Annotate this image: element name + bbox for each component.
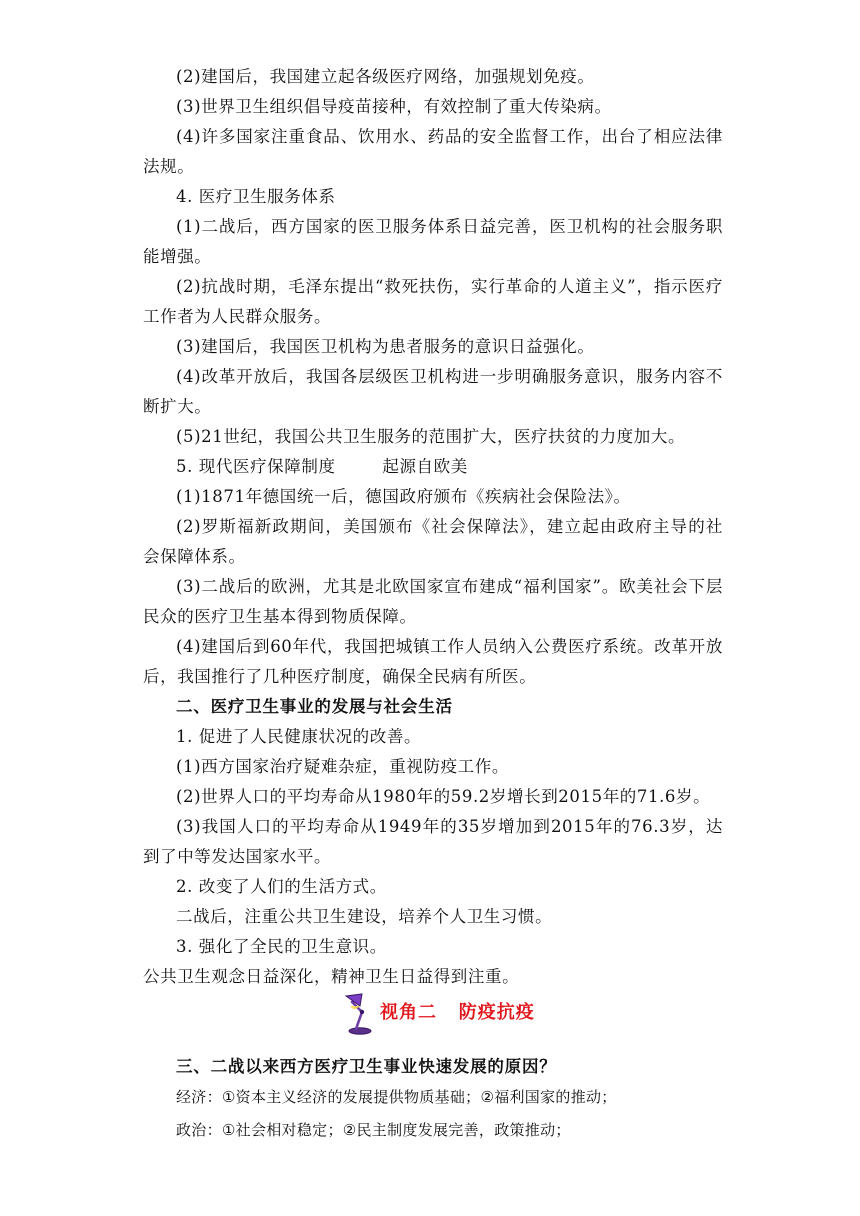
subheading: 1. 促进了人民健康状况的改善。 xyxy=(176,727,422,746)
paragraph: (2)抗战时期，毛泽东提出“救死扶伤，实行革命的人道主义”，指示医疗工作者为人民群众服务。 xyxy=(143,277,723,326)
banner-title: 视角二 防疫抗疫 xyxy=(380,1002,535,1023)
desk-lamp-icon xyxy=(340,990,380,1036)
part-heading: 二、医疗卫生事业的发展与社会生活 xyxy=(176,697,453,716)
paragraph: (4)许多国家注重食品、饮用水、药品的安全监督工作，出台了相应法律法规。 xyxy=(143,127,723,176)
paragraph: (3)二战后的欧洲，尤其是北欧国家宣布建成“福利国家”。欧美社会下层民众的医疗卫生基本得到物质保障。 xyxy=(143,577,723,626)
paragraph: (3)我国人口的平均寿命从1949年的35岁增加到2015年的76.3岁，达到了中等发达国家水平。 xyxy=(143,817,723,866)
paragraph: (2)世界人口的平均寿命从1980年的59.2岁增长到2015年的71.6岁。 xyxy=(176,787,711,806)
paragraph: 政治：①社会相对稳定；②民主制度发展完善，政策推动； xyxy=(176,1121,571,1139)
section-banner xyxy=(340,990,540,1036)
section-heading: 5. 现代医疗保障制度 起源自欧美 xyxy=(176,457,468,476)
paragraph: (2)罗斯福新政期间，美国颁布《社会保障法》，建立起由政府主导的社会保障体系。 xyxy=(143,517,723,566)
paragraph: 公共卫生观念日益深化，精神卫生日益得到注重。 xyxy=(143,967,520,986)
section-heading: 4. 医疗卫生服务体系 xyxy=(176,187,336,206)
paragraph: (1)1871年德国统一后，德国政府颁布《疾病社会保险法》。 xyxy=(176,487,631,506)
paragraph: (5)21世纪，我国公共卫生服务的范围扩大，医疗扶贫的力度加大。 xyxy=(176,427,686,446)
paragraph: (3)建国后，我国医卫机构为患者服务的意识日益强化。 xyxy=(176,337,595,356)
subheading: 3. 强化了全民的卫生意识。 xyxy=(176,937,387,956)
part-heading: 三、二战以来西方医疗卫生事业快速发展的原因？ xyxy=(176,1057,557,1076)
paragraph: (3)世界卫生组织倡导疫苗接种，有效控制了重大传染病。 xyxy=(176,97,612,116)
paragraph: (2)建国后，我国建立起各级医疗网络，加强规划免疫。 xyxy=(176,67,595,86)
paragraph: (4)改革开放后，我国各层级医卫机构进一步明确服务意识，服务内容不断扩大。 xyxy=(143,367,723,416)
paragraph: (1)西方国家治疗疑难杂症，重视防疫工作。 xyxy=(176,757,509,776)
paragraph: 经济：①资本主义经济的发展提供物质基础；②福利国家的推动； xyxy=(176,1088,617,1106)
subheading: 2. 改变了人们的生活方式。 xyxy=(176,877,387,896)
paragraph: (4)建国后到60年代，我国把城镇工作人员纳入公费医疗系统。改革开放后，我国推行了几种医疗制度，确保全民病有所医。 xyxy=(143,637,723,686)
paragraph: (1)二战后，西方国家的医卫服务体系日益完善，医卫机构的社会服务职能增强。 xyxy=(143,217,723,266)
paragraph: 二战后，注重公共卫生建设，培养个人卫生习惯。 xyxy=(176,907,553,926)
